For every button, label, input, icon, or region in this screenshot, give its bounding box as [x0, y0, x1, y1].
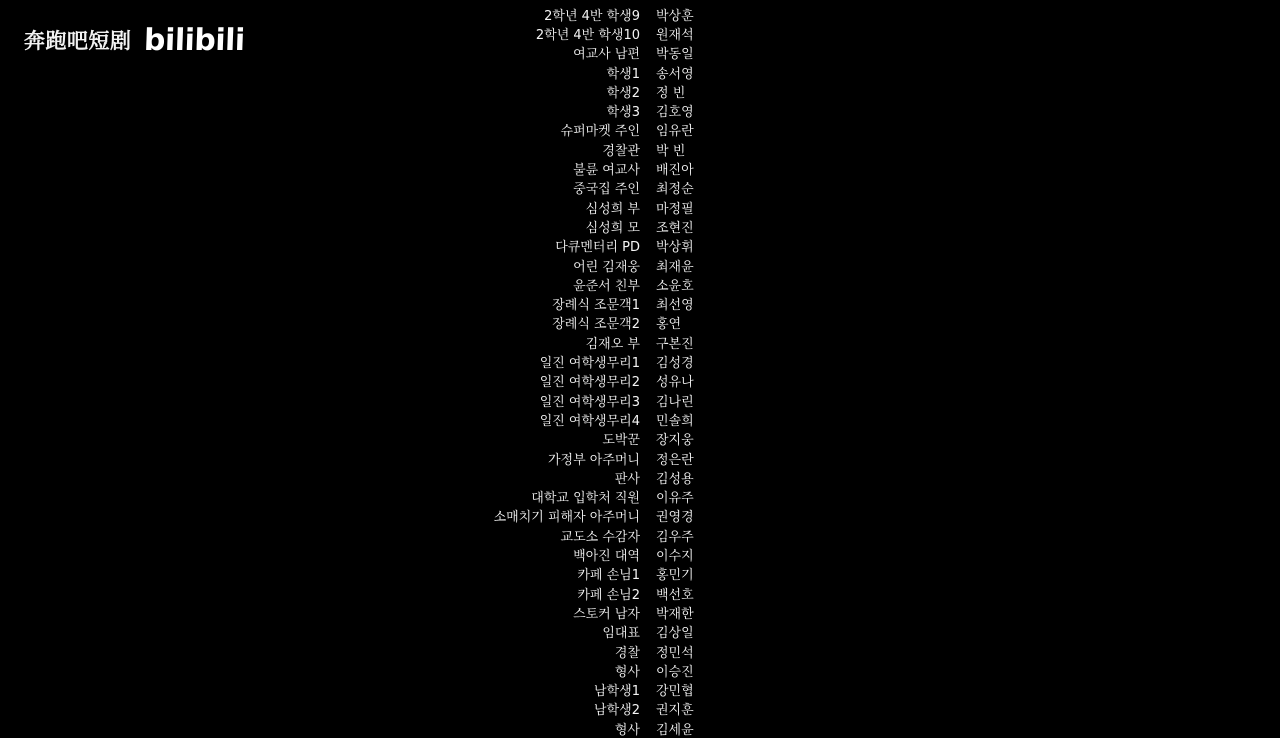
credit-role: 김재오 부: [585, 336, 640, 352]
credit-name: 정민석: [656, 645, 694, 661]
credit-row: [0, 661, 1280, 680]
credit-role: 카페 손님2: [577, 587, 640, 603]
credit-row: [0, 62, 1280, 81]
credit-name: 박상휘: [656, 240, 694, 256]
credit-name: 임유란: [656, 124, 694, 140]
credit-row: [0, 622, 1280, 641]
credit-name: 이유주: [656, 491, 694, 507]
credit-row: [0, 545, 1280, 564]
credit-row: [0, 24, 1280, 43]
credit-row: [0, 719, 1280, 738]
credit-role: 슈퍼마켓 주인: [560, 124, 640, 140]
credit-role: 남학생1: [594, 684, 640, 700]
credit-role: 경찰: [614, 645, 640, 661]
credit-role: 심성희 부: [585, 201, 640, 217]
credit-role: 교도소 수감자: [560, 529, 640, 545]
credit-role: 일진 여학생무리1: [539, 356, 640, 372]
credit-name: 배진아: [656, 163, 694, 179]
credit-name: 박동일: [656, 47, 694, 63]
credit-row: [0, 410, 1280, 429]
credit-role: 도박꾼: [602, 433, 640, 449]
credit-role: 가정부 아주머니: [547, 452, 640, 468]
credit-row: [0, 641, 1280, 660]
credit-name: 박 빈: [656, 143, 686, 159]
credit-role: 임대표: [602, 626, 640, 642]
bilibili-logo: bilibili: [142, 23, 245, 58]
credit-row: [0, 526, 1280, 545]
credit-name: 김호영: [656, 105, 694, 121]
credit-role: 학생3: [606, 105, 640, 121]
credit-name: 구본진: [656, 336, 694, 352]
credit-row: [0, 506, 1280, 525]
credit-row: [0, 120, 1280, 139]
credit-row: [0, 371, 1280, 390]
credit-row: [0, 680, 1280, 699]
credit-name: 김상일: [656, 626, 694, 642]
credit-row: [0, 333, 1280, 352]
credit-name: 최정순: [656, 182, 694, 198]
credit-role: 스토커 남자: [573, 606, 640, 622]
credit-row: [0, 43, 1280, 62]
credit-row: [0, 101, 1280, 120]
credit-role: 학생1: [606, 66, 640, 82]
credit-name: 김나린: [656, 394, 694, 410]
credit-name: 박재한: [656, 606, 694, 622]
credit-row: [0, 236, 1280, 255]
credit-name: 송서영: [656, 66, 694, 82]
credit-name: 성유나: [656, 375, 694, 391]
credit-name: 권영경: [656, 510, 694, 526]
credit-role: 일진 여학생무리4: [539, 413, 640, 429]
credit-name: 홍연: [656, 317, 682, 333]
credit-row: [0, 294, 1280, 313]
credit-row: [0, 468, 1280, 487]
credit-name: 최재윤: [656, 259, 694, 275]
credit-row: [0, 603, 1280, 622]
credit-role: 판사: [614, 471, 640, 487]
credit-role: 카페 손님1: [577, 568, 640, 584]
credit-role: 심성희 모: [585, 220, 640, 236]
show-title-watermark: 奔跑吧短剧: [24, 28, 132, 53]
credit-row: [0, 255, 1280, 274]
credit-name: 김우주: [656, 529, 694, 545]
credit-role: 소매치기 피해자 아주머니: [493, 510, 640, 526]
credit-name: 소윤호: [656, 278, 694, 294]
credit-row: [0, 5, 1280, 24]
credit-role: 2학년 4반 학생9: [544, 8, 640, 24]
credit-role: 장례식 조문객1: [552, 298, 640, 314]
credit-row: [0, 140, 1280, 159]
credit-role: 남학생2: [594, 703, 640, 719]
credit-role: 경찰관: [602, 143, 640, 159]
credit-name: 원재석: [656, 27, 694, 43]
credit-role: 윤준서 친부: [573, 278, 640, 294]
credit-name: 장지웅: [656, 433, 694, 449]
credit-role: 형사: [614, 722, 640, 738]
credit-name: 박상훈: [656, 8, 694, 24]
credit-name: 마정필: [656, 201, 694, 217]
credit-row: [0, 159, 1280, 178]
credit-row: [0, 217, 1280, 236]
credit-name: 민솔희: [656, 413, 694, 429]
credit-name: 이수지: [656, 549, 694, 565]
credit-row: [0, 487, 1280, 506]
credit-row: [0, 275, 1280, 294]
credit-role: 일진 여학생무리3: [539, 394, 640, 410]
credit-role: 2학년 4반 학생10: [535, 27, 640, 43]
credit-name: 최선영: [656, 298, 694, 314]
credit-role: 일진 여학생무리2: [539, 375, 640, 391]
credit-role: 다큐멘터리 PD: [555, 240, 640, 256]
credit-row: [0, 564, 1280, 583]
credit-name: 백선호: [656, 587, 694, 603]
credit-row: [0, 584, 1280, 603]
credit-name: 김세윤: [656, 722, 694, 738]
credit-role: 중국집 주인: [573, 182, 640, 198]
credit-row: [0, 429, 1280, 448]
credit-name: 강민협: [656, 684, 694, 700]
credit-role: 백아진 대역: [573, 549, 640, 565]
credit-role: 장례식 조문객2: [552, 317, 640, 333]
credit-name: 김성용: [656, 471, 694, 487]
credit-row: [0, 178, 1280, 197]
credit-name: 권지훈: [656, 703, 694, 719]
credit-row: [0, 198, 1280, 217]
credit-row: [0, 313, 1280, 332]
credit-role: 여교사 남편: [573, 47, 640, 63]
credit-name: 이승진: [656, 664, 694, 680]
credit-name: 홍민기: [656, 568, 694, 584]
credit-row: [0, 448, 1280, 467]
credit-name: 김성경: [656, 356, 694, 372]
credit-role: 대학교 입학처 직원: [531, 491, 640, 507]
credit-row: [0, 699, 1280, 718]
credit-role: 형사: [614, 664, 640, 680]
credit-role: 학생2: [606, 85, 640, 101]
credit-role: 어린 김재웅: [573, 259, 640, 275]
credit-name: 조현진: [656, 220, 694, 236]
credit-row: [0, 82, 1280, 101]
credit-row: [0, 352, 1280, 371]
credit-name: 정은란: [656, 452, 694, 468]
credit-row: [0, 391, 1280, 410]
credit-role: 불륜 여교사: [573, 163, 640, 179]
credit-name: 정 빈: [656, 85, 686, 101]
